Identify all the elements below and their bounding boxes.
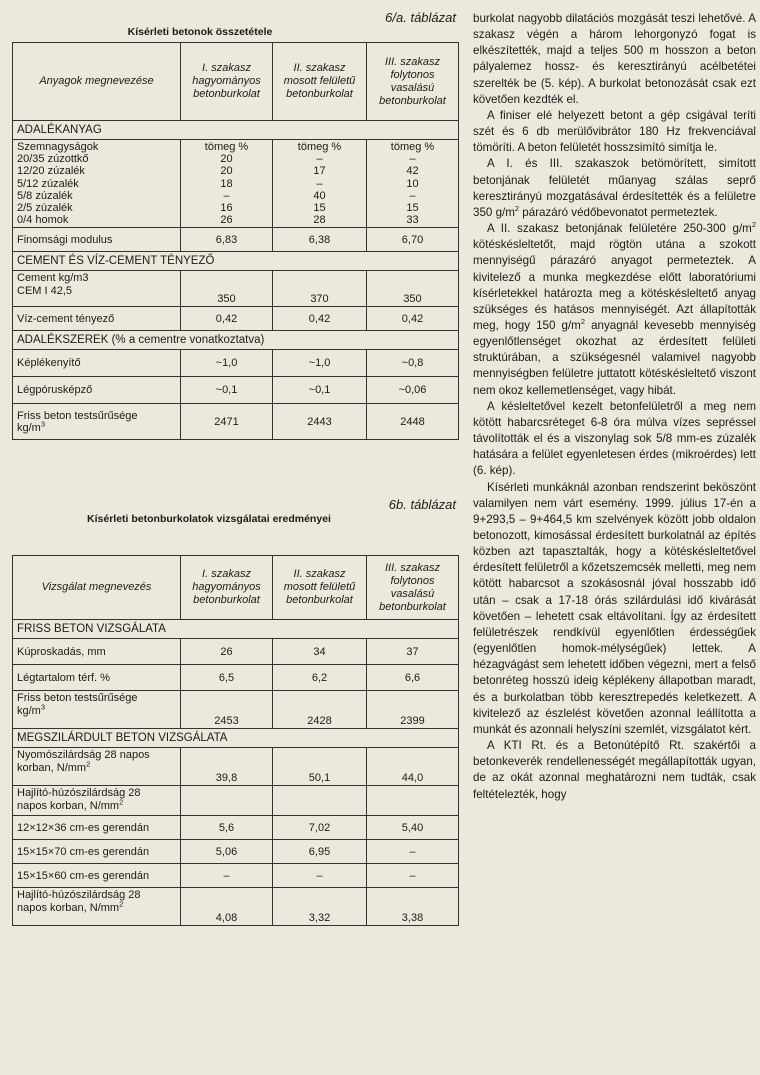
row-value: 2448 <box>367 404 459 440</box>
grading-value: – <box>409 153 416 166</box>
row-value: 350 <box>367 271 459 307</box>
row-value: 6,2 <box>273 665 367 691</box>
grading-values-col1 <box>181 140 273 228</box>
row-label-line: Nyomószilárdság 28 napos <box>17 749 150 762</box>
grading-values-col3 <box>367 140 459 228</box>
row-value: 39,8 <box>181 748 273 786</box>
table-b-row <box>13 639 459 665</box>
table-b-header-row <box>13 556 459 620</box>
table-b-row <box>13 816 459 840</box>
grading-values-col2 <box>273 140 367 228</box>
body-text-column <box>473 11 756 803</box>
row-value: 5,6 <box>181 816 273 840</box>
table-b-row <box>13 786 459 816</box>
table-b-row <box>13 840 459 864</box>
table-b-section-row <box>13 620 459 639</box>
section-heading: ADALÉKANYAG <box>13 121 459 140</box>
grading-label: 20/35 zúzottkő <box>17 153 89 166</box>
row-value: 6,70 <box>367 228 459 252</box>
table-a-row <box>13 271 459 307</box>
row-value: 6,95 <box>273 840 367 864</box>
table-b-row <box>13 888 459 926</box>
grading-value: – <box>316 153 323 166</box>
paragraph: A késleltetővel kezelt betonfelületről a meg nem kötött habarcsréteget 6-8 óra múlva vízes sepréssel távolították el és a viszonylag sok 5/8 mm-es zúzalék hatására a felület egyenletesen érdes (mikroérdes) lett (6. kép). <box>473 399 756 478</box>
grading-value: tömeg % <box>390 141 435 153</box>
grading-value: 16 <box>220 201 233 214</box>
row-label: 15×15×70 cm-es gerendán <box>13 840 181 864</box>
row-label: Finomsági modulus <box>13 228 181 252</box>
table-b-header-cell: I. szakasz hagyományos betonburkolat <box>181 556 273 620</box>
paragraph: A KTI Rt. és a Betonútépítő Rt. szakértői a betonkeverék rendellenességét megállapították ugyan, de az okát azonnal meghatározni nem tudták, csak feltételezték, hogy <box>473 739 756 801</box>
grading-value: 40 <box>313 189 326 202</box>
grading-label: 2/5 zúzalék <box>17 201 73 214</box>
row-value: 0,42 <box>273 307 367 331</box>
grading-label: 5/8 zúzalék <box>17 189 73 202</box>
paragraph <box>473 221 756 399</box>
table-a-header-cell: III. szakasz folytonos vasalású betonburkolat <box>367 43 459 121</box>
row-value: 350 <box>181 271 273 307</box>
grading-value: 18 <box>220 177 233 190</box>
row-label <box>13 786 181 816</box>
row-label-unit: korban, N/mm <box>17 761 87 774</box>
table-a-row <box>13 377 459 404</box>
superscript: 2 <box>514 204 520 214</box>
row-value: 2428 <box>273 691 367 729</box>
row-value: – <box>181 864 273 888</box>
row-label-line <box>17 701 176 717</box>
row-value: 6,83 <box>181 228 273 252</box>
row-label-line: Friss beton testsűrűsége <box>17 692 138 705</box>
table-b-row <box>13 665 459 691</box>
row-value: 2471 <box>181 404 273 440</box>
row-value: 5,40 <box>367 816 459 840</box>
row-value: 370 <box>273 271 367 307</box>
section-heading: ADALÉKSZEREK (% a cementre vonatkoztatva) <box>13 331 459 350</box>
table-b-row <box>13 864 459 888</box>
row-label-line <box>17 898 176 914</box>
row-label: 12×12×36 cm-es gerendán <box>13 816 181 840</box>
grading-labels <box>13 140 181 228</box>
paragraph: A finiser elé helyezett betont a gép csigával teríti szét és 6 db merülővibrátor 180 Hz frekvenciával tömöríti. A beton felületét hosszsimító simítja le. <box>473 108 756 155</box>
row-label-line: Cement kg/m3 <box>17 272 89 285</box>
superscript: 2 <box>751 220 756 230</box>
superscript: 3 <box>40 701 46 711</box>
table-a-section-row <box>13 252 459 271</box>
row-label: Légtartalom térf. % <box>13 665 181 691</box>
paragraph-text: A II. szakasz betonjának felületére 250-300 g/m <box>487 222 752 236</box>
grading-label: 5/12 zúzalék <box>17 177 79 190</box>
grading-value: 10 <box>406 177 419 190</box>
grading-value: tömeg % <box>204 141 249 153</box>
grading-value: 15 <box>406 201 419 214</box>
paragraph <box>473 156 756 221</box>
row-label-unit: napos korban, N/mm <box>17 799 120 812</box>
superscript: 2 <box>86 758 91 768</box>
row-label: Képlékenyítő <box>13 350 181 377</box>
grading-value: 15 <box>313 201 326 214</box>
row-value: 6,38 <box>273 228 367 252</box>
empty-cell <box>367 786 459 816</box>
section-heading: FRISS BETON VIZSGÁLATA <box>13 620 459 639</box>
row-label <box>13 888 181 926</box>
superscript: 2 <box>580 317 585 327</box>
row-value: 6,6 <box>367 665 459 691</box>
row-label: Víz-cement tényező <box>13 307 181 331</box>
grading-label: 0/4 homok <box>17 214 69 227</box>
row-value: ~0,1 <box>273 377 367 404</box>
table-a-row <box>13 228 459 252</box>
table-b-section-row <box>13 729 459 748</box>
table-a-section-row <box>13 121 459 140</box>
grading-value: 33 <box>406 214 419 227</box>
grading-value: 28 <box>313 214 326 227</box>
grading-value: 42 <box>406 165 419 178</box>
grading-label: 12/20 zúzalék <box>17 165 85 178</box>
paragraph-text: párazáró védőbevonatot permeteztek. <box>519 205 718 219</box>
table-a-header-cell: I. szakasz hagyományos betonburkolat <box>181 43 273 121</box>
row-value: 44,0 <box>367 748 459 786</box>
grading-value: 26 <box>220 214 233 227</box>
row-label-unit: napos korban, N/mm <box>17 901 120 914</box>
table-b-row <box>13 748 459 786</box>
superscript: 2 <box>119 796 124 806</box>
row-label-unit: kg/m <box>17 704 41 717</box>
row-label <box>13 271 181 307</box>
row-value: 0,42 <box>367 307 459 331</box>
grading-value: – <box>409 189 416 202</box>
row-value: 50,1 <box>273 748 367 786</box>
row-label-line <box>17 796 176 812</box>
table-a-row <box>13 350 459 377</box>
row-label: Légpórusképző <box>13 377 181 404</box>
grading-value: – <box>316 177 323 190</box>
row-value: 4,08 <box>181 888 273 926</box>
table-a-header-row <box>13 43 459 121</box>
row-label-unit: kg/m <box>17 421 41 434</box>
row-value: 0,42 <box>181 307 273 331</box>
paragraph: Kísérleti munkáknál azonban rendszerint beköszönt valamilyen nem várt esemény. 1999. július 17-én a 9+293,5 – 9+464,5 km szelvények között jobb oldalon betonozott, kimosással érdesített burkolatnál az építés közben azt tapasztalták, hogy a kötéskésleltetővel érdesített felületről a kőzetszemcsék melletti, meg nem kötött habarcsot a szokásosnál jóval hosszabb idő után – csak a 17-18 órás szilárdulási idő kivárását követően – lehetett csak eltávolítani. Így az érdesített felületrészek rendkívül egyenlőtlen érdességűek (egyenlőtlen homok-mélységűek) lettek. A hézagvágást sem lehetett időben végezni, mert a felső betonréteg hosszú ideig képlékeny állapotban maradt, és a burkolatban több keresztrepedés keletkezett. A kivitelező az észlelést követően azonnal leállította a munkát és azonnali helyszíni szemlét, vizsgálatot kért. <box>473 480 756 736</box>
table-a-label: 6/a. táblázat <box>385 10 456 25</box>
row-value: ~0,06 <box>367 377 459 404</box>
left-column <box>12 10 458 926</box>
row-label-line <box>17 758 176 774</box>
row-value: 7,02 <box>273 816 367 840</box>
row-value: 37 <box>367 639 459 665</box>
row-value: 2399 <box>367 691 459 729</box>
row-value: ~1,0 <box>181 350 273 377</box>
paragraph: burkolat nagyobb dilatációs mozgását teszi lehetővé. A szakasz végén a három lehorgonyzó fogat is elkészítették, majd a teljes 500 m hosszon a beton pályalemez hossz- és keresztirányú acélbetétei szerelték be (5. kép). A burkolat betonozását csak ezt követően kezdték el. <box>473 12 756 106</box>
superscript: 3 <box>40 419 46 429</box>
table-a-row <box>13 404 459 440</box>
empty-cell <box>181 786 273 816</box>
grading-value: 20 <box>220 153 233 166</box>
row-label <box>13 748 181 786</box>
grading-value: tömeg % <box>297 141 342 153</box>
row-value: – <box>367 840 459 864</box>
table-a-grading-row <box>13 140 459 228</box>
paragraph-text: anyagnál kevesebb mennyiség egyenlőtlenséget okozhat az érdesített felületi struktúrában, a szükségesnél valamivel nagyobb mennyiségben felületre juttatott kötéskésleltető viszont nem okoz kellemetlenséget, vagy hibát. <box>473 318 756 397</box>
table-a-header-cell: Anyagok megnevezése <box>13 43 181 121</box>
row-value: ~0,8 <box>367 350 459 377</box>
row-label-line: Hajlító-húzószilárdság 28 <box>17 787 141 800</box>
row-label-line: CEM I 42,5 <box>17 284 73 297</box>
paragraph-text: A I. és III. szakaszok betömörített, simított betonjának felületét műanyag szálas seprő keresztirányú mozgatásával érdesítették és a felületre 350 g/m <box>473 157 756 219</box>
grading-value: 20 <box>220 165 233 178</box>
superscript: 2 <box>119 898 124 908</box>
row-value: 26 <box>181 639 273 665</box>
table-b-header-cell: Vizsgálat megnevezés <box>13 556 181 620</box>
section-heading: MEGSZILÁRDULT BETON VIZSGÁLATA <box>13 729 459 748</box>
row-value: 5,06 <box>181 840 273 864</box>
row-value: 2453 <box>181 691 273 729</box>
table-a-title: Kísérleti betonok összetétele <box>127 26 273 38</box>
table-b-label: 6b. táblázat <box>388 497 456 513</box>
table-b-row <box>13 691 459 729</box>
row-value: – <box>367 864 459 888</box>
table-b-title: Kísérleti betonburkolatok vizsgálatai eredményei <box>87 513 331 526</box>
row-label <box>13 404 181 440</box>
row-value: ~1,0 <box>273 350 367 377</box>
table-a-row <box>13 307 459 331</box>
paragraph-text: kötéskésleltetőt, majd rögtön utána a szokott mennyiségű párazáró anyagot permeteztek. A kivitelező a munka megkezdése előtt laboratóriumi kísérletekkel határozta meg a kötéskésleltető anyag szükséges és hatásos mennyiségét. Azt állapították meg, hogy 150 g/m <box>473 238 756 332</box>
row-value: 34 <box>273 639 367 665</box>
row-value: – <box>273 864 367 888</box>
row-label: Kúproskadás, mm <box>13 639 181 665</box>
grading-value: 17 <box>313 165 326 178</box>
row-value: 6,5 <box>181 665 273 691</box>
row-label-line: Friss beton testsűrűsége <box>17 409 138 422</box>
empty-cell <box>273 786 367 816</box>
table-a-header-cell: II. szakasz mosott felületű betonburkolat <box>273 43 367 121</box>
row-label-line <box>17 419 176 434</box>
section-heading: CEMENT ÉS VÍZ-CEMENT TÉNYEZŐ <box>13 252 459 271</box>
row-value: 2443 <box>273 404 367 440</box>
table-b-header-cell: III. szakasz folytonos vasalású betonburkolat <box>367 556 459 620</box>
table-b-header-cell: II. szakasz mosott felületű betonburkolat <box>273 556 367 620</box>
table-a <box>12 42 459 440</box>
row-label: 15×15×60 cm-es gerendán <box>13 864 181 888</box>
table-b <box>12 555 459 926</box>
grading-label: Szemnagyságok <box>17 141 99 153</box>
row-label <box>13 691 181 729</box>
table-a-section-row <box>13 331 459 350</box>
row-label-line: Hajlító-húzószilárdság 28 <box>17 889 141 902</box>
grading-value: – <box>223 189 230 202</box>
row-value: 3,38 <box>367 888 459 926</box>
row-value: 3,32 <box>273 888 367 926</box>
row-value: ~0,1 <box>181 377 273 404</box>
